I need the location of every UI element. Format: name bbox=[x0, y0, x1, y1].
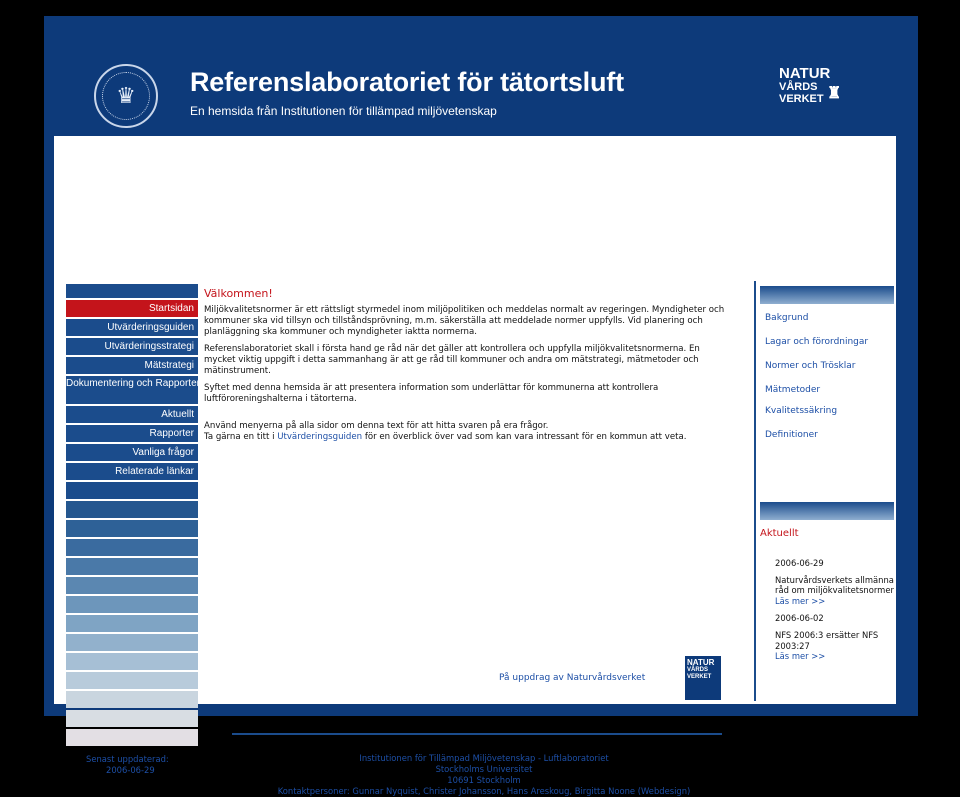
nav-blank-block bbox=[66, 672, 198, 689]
intro-paragraph-3: Syftet med denna hemsida är att presentera information som underlättar för kommunerna att kontrollera luftföroreningshalterna i tätorterna. bbox=[204, 383, 659, 404]
nav-item-dokumentering[interactable]: Dokumentering och Rapportering bbox=[66, 376, 198, 404]
nav-blank-block bbox=[66, 634, 198, 651]
news-text: NFS 2006:3 ersätter NFS 2003:27 bbox=[775, 629, 879, 651]
vertical-divider bbox=[754, 281, 756, 701]
news-list bbox=[775, 558, 895, 669]
nav-blank-block bbox=[66, 539, 198, 556]
link-matmetoder[interactable]: Mätmetoder bbox=[765, 385, 821, 395]
footer-contact bbox=[244, 753, 724, 797]
news-text: Naturvårdsverkets allmänna råd om miljökvalitetsnormer bbox=[775, 574, 894, 596]
last-updated-label: Senast uppdaterad: bbox=[86, 754, 169, 764]
nav-item-utvarderingsguiden[interactable]: Utvärderingsguiden bbox=[66, 319, 198, 336]
nav-blank-block bbox=[66, 653, 198, 670]
link-bakgrund[interactable]: Bakgrund bbox=[765, 313, 809, 323]
uppdrag-link[interactable]: På uppdrag av Naturvårdsverket bbox=[499, 673, 646, 683]
footer-divider bbox=[232, 733, 722, 735]
nav-item-vanliga-fragor[interactable]: Vanliga frågor bbox=[66, 444, 198, 461]
nav-blank-block bbox=[66, 482, 198, 499]
left-nav bbox=[66, 284, 214, 748]
link-kvalitetssakring[interactable]: Kvalitetssäkring bbox=[765, 406, 838, 416]
intro-paragraph-4: Använd menyerna på alla sidor om denna text för att hitta svaren på era frågor. bbox=[204, 421, 549, 431]
footer-line-2: Stockholms Universitet bbox=[435, 764, 533, 774]
nav-item-startsidan[interactable]: Startsidan bbox=[66, 300, 198, 317]
aktuellt-heading: Aktuellt bbox=[760, 528, 799, 539]
nav-gradient-blocks bbox=[66, 482, 198, 746]
welcome-heading: Välkommen! bbox=[204, 287, 273, 300]
footer-line-3: 10691 Stockholm bbox=[447, 775, 521, 785]
university-seal-logo bbox=[94, 64, 158, 128]
crest-icon: ♜ bbox=[827, 85, 842, 102]
nav-blank-block bbox=[66, 520, 198, 537]
intro-paragraph-2: Referenslaboratoriet skall i första hand ge råd när det gäller att kontrollera och uppfylla miljökvalitetsnormerna. En mycket viktig uppgift i detta sammanhang är att ge råd till kommuner och andra om mätstrategi, mätmetoder och mätinstrument. bbox=[204, 344, 700, 376]
nav-blank-block bbox=[66, 596, 198, 613]
logo-line-1: NATUR bbox=[779, 65, 831, 82]
nav-top-bar bbox=[66, 284, 198, 298]
right-mid-bar bbox=[760, 502, 894, 520]
content-area bbox=[54, 136, 896, 796]
footer-line-1: Institutionen för Tillämpad Miljövetenskap - Luftlaboratoriet bbox=[359, 753, 609, 763]
crown-icon: ♛ bbox=[116, 83, 136, 109]
nav-item-aktuellt[interactable]: Aktuellt bbox=[66, 406, 198, 423]
main-content bbox=[204, 288, 734, 449]
utvarderingsguiden-link[interactable]: Utvärderingsguiden bbox=[277, 432, 363, 442]
last-updated bbox=[86, 754, 169, 776]
read-more-link[interactable]: Läs mer >> bbox=[775, 651, 826, 662]
nav-blank-block bbox=[66, 729, 198, 746]
nav-blank-block bbox=[66, 615, 198, 632]
intro-paragraph-5 bbox=[204, 432, 734, 443]
link-lagar[interactable]: Lagar och förordningar bbox=[765, 337, 869, 347]
news-date: 2006-06-29 bbox=[775, 558, 824, 568]
nav-blank-block bbox=[66, 691, 198, 708]
seal-ring bbox=[102, 72, 150, 120]
link-definitioner[interactable]: Definitioner bbox=[765, 430, 818, 440]
intro-paragraph-1: Miljökvalitetsnormer är ett rättsligt styrmedel inom miljöpolitiken och meddelas normalt av regeringen. Myndigheter och kommuner ska vid tillsyn och tillståndsprövning, m.m. säkerställa att meddelade normer uppfylls. Vid planering och planläggning ska kommuner och myndigheter iaktta normerna. bbox=[204, 305, 725, 337]
right-links bbox=[765, 313, 868, 454]
nav-blank-block bbox=[66, 577, 198, 594]
nav-blank-block bbox=[66, 710, 198, 727]
p5-text-after: för en överblick över vad som kan vara intressant för en kommun att veta. bbox=[362, 432, 687, 442]
read-more-link[interactable]: Läs mer >> bbox=[775, 595, 826, 606]
nav-item-relaterade-lankar[interactable]: Relaterade länkar bbox=[66, 463, 198, 480]
page-title: Referenslaboratoriet för tätortsluft bbox=[190, 67, 624, 97]
page-subtitle: En hemsida från Institutionen för tillämpad miljövetenskap bbox=[190, 104, 497, 118]
footer-line-4: Kontaktpersoner: Gunnar Nyquist, Christer Johansson, Hans Areskoug, Birgitta Noone (Webdesign) bbox=[277, 786, 691, 796]
naturvardsverket-small-logo[interactable] bbox=[685, 656, 721, 700]
right-top-bar bbox=[760, 286, 894, 304]
nav-item-matstrategi[interactable]: Mätstrategi bbox=[66, 357, 198, 374]
small-logo-line-2: VÅRDS bbox=[687, 667, 709, 673]
nav-blank-block bbox=[66, 558, 198, 575]
nav-blank-block bbox=[66, 501, 198, 518]
page-frame bbox=[44, 16, 918, 796]
p5-text-before: Ta gärna en titt i bbox=[204, 432, 278, 442]
last-updated-date: 2006-06-29 bbox=[106, 765, 155, 775]
small-logo-line-3: VERKET bbox=[687, 674, 712, 680]
nav-item-rapporter[interactable]: Rapporter bbox=[66, 425, 198, 442]
small-logo-line-1: NATUR bbox=[687, 658, 715, 667]
news-date: 2006-06-02 bbox=[775, 613, 824, 624]
logo-line-2: VÅRDS bbox=[779, 81, 818, 93]
logo-line-3: VERKET bbox=[779, 93, 824, 105]
link-normer[interactable]: Normer och Trösklar bbox=[765, 361, 856, 371]
nav-item-utvarderingsstrategi[interactable]: Utvärderingsstrategi bbox=[66, 338, 198, 355]
naturvardsverket-logo[interactable] bbox=[779, 66, 849, 105]
